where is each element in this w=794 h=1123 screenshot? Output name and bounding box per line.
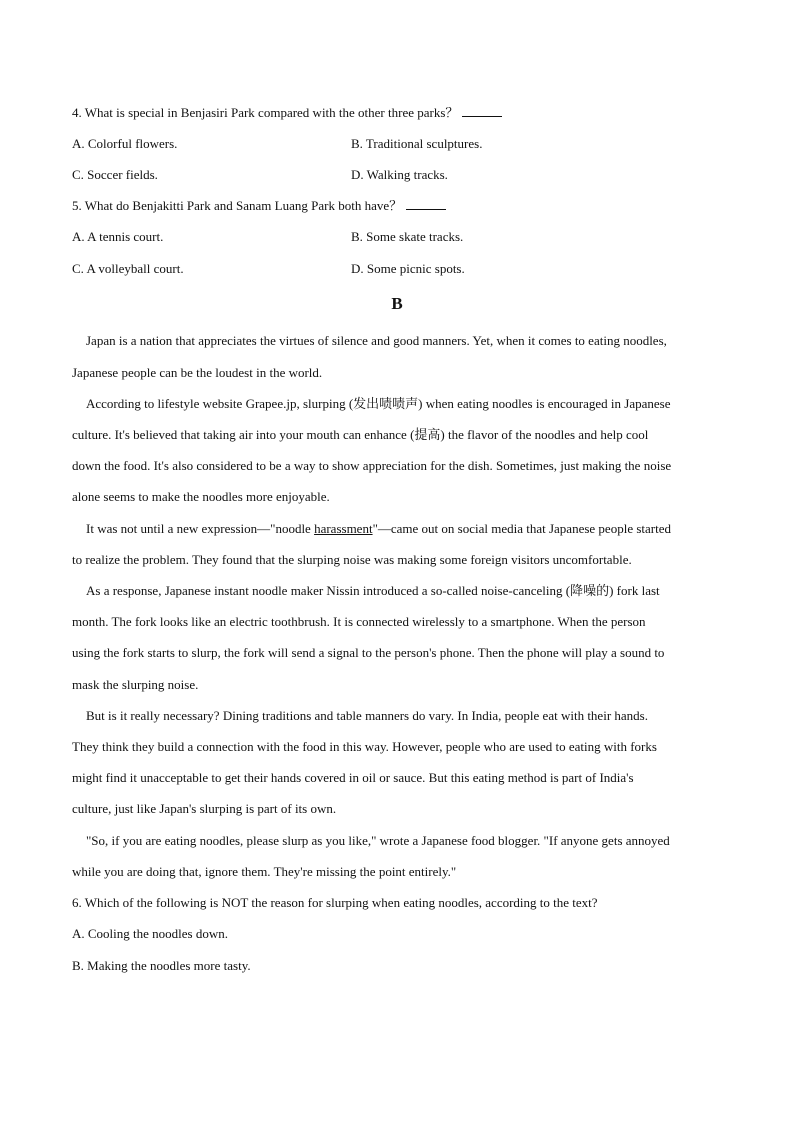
passage-line: month. The fork looks like an electric toothbrush. It is connected wirelessly to a smartphone. When the person — [72, 614, 646, 629]
passage-line — [72, 520, 734, 538]
question-5-option-c[interactable]: C. A volleyball court. — [72, 261, 184, 276]
question-4-option-d[interactable]: D. Walking tracks. — [351, 167, 448, 182]
question-5-option-a[interactable]: A. A tennis court. — [72, 229, 164, 244]
passage-line: "So, if you are eating noodles, please slurp as you like," wrote a Japanese food blogger. "If anyone gets annoyed — [86, 833, 670, 848]
passage-line: using the fork starts to slurp, the fork will send a signal to the person's phone. Then the phone will play a sound to — [72, 645, 665, 660]
passage-line: Japanese people can be the loudest in the world. — [72, 365, 323, 380]
passage-text: It was not until a new expression—"noodle — [86, 521, 315, 536]
question-5-option-d[interactable]: D. Some picnic spots. — [351, 261, 465, 276]
passage-line: mask the slurping noise. — [72, 677, 199, 692]
passage-line: might find it unacceptable to get their hands covered in oil or sauce. But this eating method is part of India's — [72, 770, 634, 785]
passage-line: alone seems to make the noodles more enjoyable. — [72, 489, 330, 504]
question-5-text: 5. What do Benjakitti Park and Sanam Luang Park both have？ — [72, 198, 403, 213]
question-6-option-a[interactable]: A. Cooling the noodles down. — [72, 926, 228, 941]
question-6-stem: 6. Which of the following is NOT the reason for slurping when eating noodles, according to the text? — [72, 895, 598, 910]
question-5-stem — [72, 197, 446, 215]
passage-line: while you are doing that, ignore them. They're missing the point entirely." — [72, 864, 457, 879]
question-6-option-b[interactable]: B. Making the noodles more tasty. — [72, 958, 251, 973]
passage-text: "—came out on social media that Japanese people started — [372, 521, 671, 536]
section-title: B — [391, 294, 403, 313]
document-page — [72, 0, 722, 1123]
question-4-option-c[interactable]: C. Soccer fields. — [72, 167, 158, 182]
passage-line: But is it really necessary? Dining traditions and table manners do vary. In India, people eat with their hands. — [86, 708, 648, 723]
question-4-option-b[interactable]: B. Traditional sculptures. — [351, 136, 483, 151]
passage-line: culture, just like Japan's slurping is part of its own. — [72, 801, 337, 816]
passage-line: Japan is a nation that appreciates the virtues of silence and good manners. Yet, when it comes to eating noodles, — [86, 333, 667, 348]
question-4-stem — [72, 104, 502, 122]
passage-line: They think they build a connection with the food in this way. However, people who are used to eating with forks — [72, 739, 657, 754]
passage-line: According to lifestyle website Grapee.jp, slurping (发出啧啧声) when eating noodles is encouraged in Japanese — [86, 396, 671, 411]
question-4-text: 4. What is special in Benjasiri Park compared with the other three parks？ — [72, 105, 459, 120]
passage-line: down the food. It's also considered to be a way to show appreciation for the dish. Sometimes, just making the noise — [72, 458, 672, 473]
question-5-option-b[interactable]: B. Some skate tracks. — [351, 229, 464, 244]
answer-blank[interactable] — [406, 197, 446, 210]
passage-line: As a response, Japanese instant noodle maker Nissin introduced a so-called noise-canceling (降噪的) fork last — [86, 583, 660, 598]
passage-line: culture. It's believed that taking air into your mouth can enhance (提高) the flavor of the noodles and help cool — [72, 427, 649, 442]
underlined-word: harassment — [314, 521, 373, 536]
question-4-option-a[interactable]: A. Colorful flowers. — [72, 136, 178, 151]
answer-blank[interactable] — [462, 104, 502, 117]
passage-line: to realize the problem. They found that the slurping noise was making some foreign visitors uncomfortable. — [72, 552, 632, 567]
